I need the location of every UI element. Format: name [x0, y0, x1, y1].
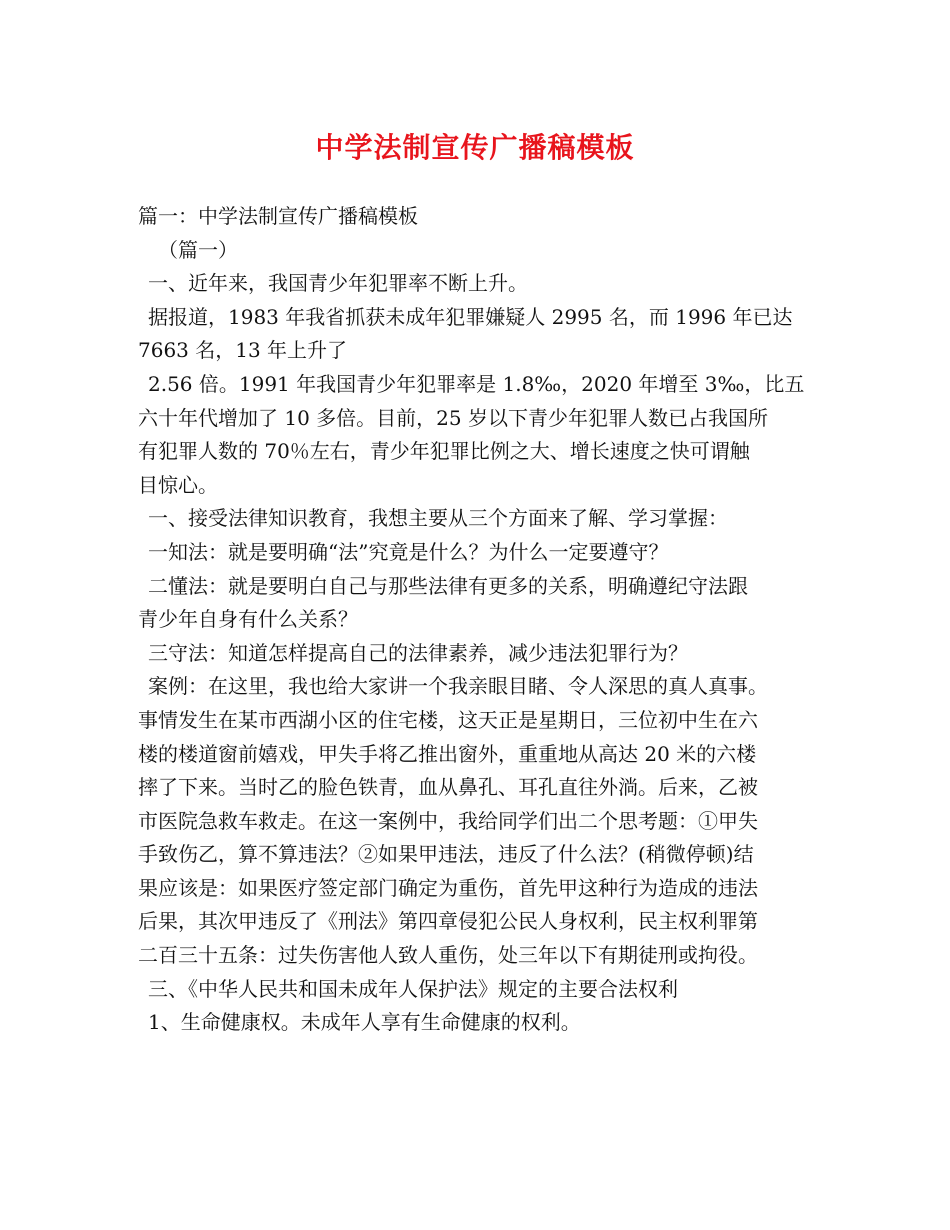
text-line: 二百三十五条：过失伤害他人致人重伤，处三年以下有期徒刑或拘役。 — [138, 943, 758, 968]
text-line: 目惊心。 — [138, 472, 218, 497]
text-line: 青少年自身有什么关系？ — [138, 607, 358, 632]
text-line: 三、《中华人民共和国未成年人保护法》规定的主要合法权利 — [148, 976, 678, 1001]
text-line: 手致伤乙，算不算违法？②如果甲违法，违反了什么法？(稍微停顿)结 — [138, 842, 754, 867]
text-line: 楼的楼道窗前嬉戏，甲失手将乙推出窗外，重重地从高达 20 米的六楼 — [138, 741, 757, 766]
text-line: 7663 名，13 年上升了 — [138, 338, 348, 363]
text-line: 摔了下来。当时乙的脸色铁青，血从鼻孔、耳孔直往外淌。后来，乙被 — [138, 775, 758, 800]
text-line: 据报道，1983 年我省抓获未成年犯罪嫌疑人 2995 名，而 1996 年已达 — [148, 304, 793, 329]
text-line: 一、接受法律知识教育，我想主要从三个方面来了解、学习掌握： — [148, 506, 728, 531]
text-line: 篇一：中学法制宣传广播稿模板 — [138, 204, 418, 228]
text-line: 三守法：知道怎样提高自己的法律素养，减少违法犯罪行为？ — [148, 640, 688, 665]
text-line: 一、近年来，我国青少年犯罪率不断上升。 — [148, 271, 528, 296]
text-line: 市医院急救车救走。在这一案例中，我给同学们出二个思考题：①甲失 — [138, 808, 758, 833]
text-line: 一知法：就是要明确“法”究竟是什么？为什么一定要遵守？ — [148, 539, 669, 564]
text-line: 六十年代增加了 10 多倍。目前，25 岁以下青少年犯罪人数已占我国所 — [138, 405, 768, 430]
document-title: 中学法制宣传广播稿模板 — [315, 131, 635, 164]
text-line: 案例：在这里，我也给大家讲一个我亲眼目睹、令人深思的真人真事。 — [148, 674, 768, 699]
text-line: 有犯罪人数的 70％左右，青少年犯罪比例之大、增长速度之快可谓触 — [138, 439, 750, 464]
text-line: 果应该是：如果医疗签定部门确定为重伤，首先甲这种行为造成的违法 — [138, 875, 758, 900]
text-line: 后果，其次甲违反了《刑法》第四章侵犯公民人身权利，民主权利罪第 — [138, 909, 758, 934]
text-line: （篇一） — [158, 237, 238, 262]
text-line: 1、生命健康权。未成年人享有生命健康的权利。 — [148, 1010, 581, 1035]
document-body — [138, 200, 822, 1040]
text-line: 2.56 倍。1991 年我国青少年犯罪率是 1.8‰，2020 年增至 3‰，比五 — [148, 371, 805, 396]
text-line: 二懂法：就是要明白自己与那些法律有更多的关系，明确遵纪守法跟 — [148, 573, 748, 598]
text-line: 事情发生在某市西湖小区的住宅楼，这天正是星期日，三位初中生在六 — [138, 707, 758, 732]
